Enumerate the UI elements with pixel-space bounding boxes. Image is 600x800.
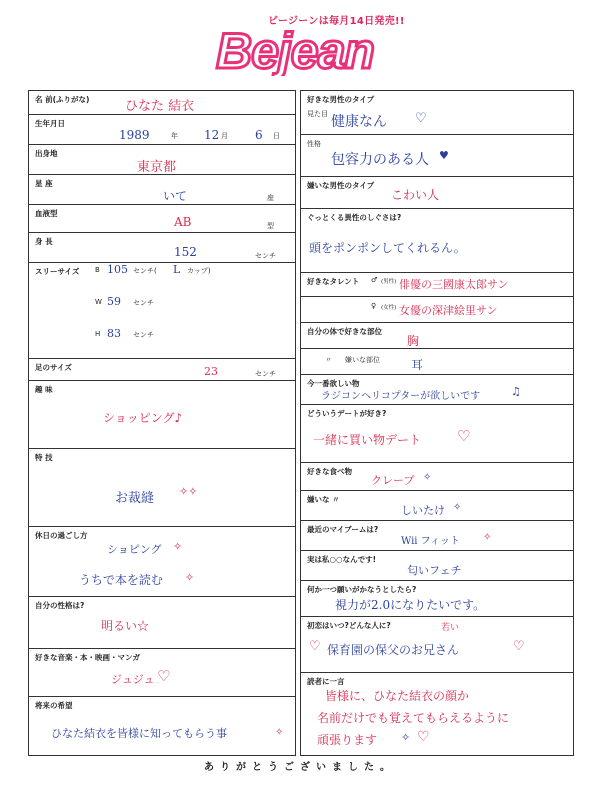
favorites-label: 好きな音楽・本・映画・マンガ <box>35 653 140 662</box>
food-dislike-row <box>301 491 573 521</box>
food-like-value: クレープ <box>371 474 415 487</box>
birth-year-value: 1989 <box>119 128 150 142</box>
message-line-1: 皆様に、ひなた結衣の顔か <box>325 689 470 703</box>
sparkle-icon: ✧✧ <box>179 485 198 498</box>
sparkle-icon: ✧ <box>275 727 284 738</box>
looks-value: 健康なん <box>331 114 387 130</box>
skill-label: 特 技 <box>35 453 53 462</box>
hobby-row <box>29 381 295 449</box>
holiday-value-2: うちで本を読む <box>79 573 163 587</box>
food-dislike-label: 嫌いな 〃 <box>307 495 340 504</box>
height-unit: センチ <box>255 252 276 260</box>
favorites-value: ジュジュ <box>111 673 155 686</box>
date-row <box>301 405 573 463</box>
bust-value: 105 <box>107 263 128 276</box>
wish-row <box>301 581 573 617</box>
food-like-row <box>301 463 573 491</box>
favorites-row <box>29 649 295 697</box>
body-like-row <box>301 323 573 349</box>
sparkle-icon: ✧ <box>423 472 432 483</box>
female-symbol: ♀ <box>371 302 377 310</box>
heart-icon: ♡ <box>513 639 525 654</box>
birthplace-row <box>29 145 295 175</box>
heart-icon: ♡ <box>415 111 427 126</box>
holiday-row <box>29 527 295 597</box>
foot-size-unit: センチ <box>255 370 276 378</box>
first-love-label: 初恋はいつ?どんな人に? <box>307 621 391 630</box>
right-profile-column <box>300 90 574 756</box>
foot-size-label: 足のサイズ <box>35 363 72 372</box>
month-unit: 月 <box>221 132 228 140</box>
waist-value: 59 <box>107 295 121 308</box>
food-like-label: 好きな食べ物 <box>307 467 352 476</box>
boom-value: Wii フィット <box>401 536 460 547</box>
zodiac-label: 星 座 <box>35 179 53 188</box>
heart-icon: ♡ <box>157 667 171 685</box>
hip-unit: センチ <box>133 331 154 339</box>
birthplace-label: 出身地 <box>35 149 58 158</box>
blood-unit: 型 <box>267 222 274 230</box>
name-label: 名 前(ふりがな) <box>35 95 90 104</box>
birthday-row <box>29 115 295 145</box>
blood-value: AB <box>174 215 192 229</box>
tagline: ビージーンは毎月14日発売!! <box>268 16 405 27</box>
logo-graphic <box>212 22 388 76</box>
left-profile-column <box>28 90 296 756</box>
boom-label: 最近のマイブームは? <box>307 525 379 534</box>
favorite-type-label: 好きな男性のタイプ <box>307 95 375 104</box>
female-talent-value: 女優の深津絵里サン <box>399 304 498 317</box>
first-love-value: 保育園の保父のお兄さん <box>327 643 460 657</box>
hip-value: 83 <box>107 327 121 340</box>
skill-value: お裁縫 <box>115 491 155 506</box>
personality-type-row <box>301 135 573 177</box>
message-label: 読者に一言 <box>307 677 345 686</box>
secret-row <box>301 551 573 581</box>
dislike-type-value: こわい人 <box>391 188 440 202</box>
want-value: ラジコンヘリコプターが欲しいです <box>321 391 481 402</box>
height-row <box>29 233 295 263</box>
date-label: どういうデートが好き? <box>307 409 387 418</box>
year-unit: 年 <box>171 132 178 140</box>
day-unit: 日 <box>273 132 280 140</box>
dream-label: 将来の希望 <box>35 701 73 710</box>
female-note: (女性) <box>381 305 397 311</box>
zodiac-value: いて <box>163 189 188 203</box>
wish-value: 視力が2.0になりたいです。 <box>335 598 486 612</box>
first-love-row <box>301 617 573 673</box>
hobby-value: ショッピング♪ <box>103 411 183 425</box>
dream-value: ひなた結衣を皆様に知ってもらう事 <box>51 727 227 740</box>
talent-female-row <box>301 297 573 323</box>
bust-prefix: B <box>95 266 100 274</box>
heart-icon: ♡ <box>417 729 430 745</box>
personality-value: 明るい☆ <box>101 619 150 633</box>
thank-you-footer: ありがとうございました。 <box>204 762 396 773</box>
message-row <box>301 673 573 757</box>
personality-type-label: 性格 <box>307 140 321 148</box>
sparkle-icon: ✧ <box>483 532 492 543</box>
cup-unit: カップ) <box>187 267 211 275</box>
birthday-label: 生年月日 <box>35 119 65 128</box>
body-dislike-value: 耳 <box>411 358 424 372</box>
food-dislike-value: しいたけ <box>401 504 445 517</box>
want-label: 今一番欲しい物 <box>307 379 360 388</box>
body-like-label: 自分の体で好きな部位 <box>307 327 382 336</box>
waist-unit: センチ <box>133 299 154 307</box>
dislike-type-row <box>301 177 573 209</box>
waist-prefix: W <box>95 298 102 306</box>
zodiac-unit: 座 <box>267 194 274 202</box>
blood-label: 血液型 <box>35 209 58 218</box>
logo-text: Bejean <box>216 23 374 76</box>
sparkle-icon: ♥ <box>439 149 449 162</box>
body-like-value: 胸 <box>407 334 420 348</box>
music-note-icon: ♫ <box>511 385 521 398</box>
sparkle-icon: ✧ <box>185 571 195 584</box>
want-row <box>301 375 573 405</box>
looks-label: 見た目 <box>307 110 328 118</box>
foot-size-row <box>29 359 295 381</box>
three-sizes-label: スリーサイズ <box>35 267 80 276</box>
sparkle-icon: ✧ <box>453 502 462 513</box>
wish-label: 何か一つ願いがかなうとしたら? <box>307 585 417 594</box>
looks-row <box>301 91 573 135</box>
favorite-talent-label: 好きなタレント <box>307 277 360 286</box>
talent-male-row <box>301 273 573 297</box>
heart-icon: ♡ <box>457 427 471 445</box>
birth-month-value: 12 <box>204 128 220 142</box>
personality-row <box>29 597 295 649</box>
message-line-2: 名前だけでも覚えてもらえるように <box>317 711 510 725</box>
body-dislike-row <box>301 349 573 375</box>
personality-label: 自分の性格は? <box>35 601 85 610</box>
date-value: 一緒に買い物デート <box>313 433 422 447</box>
blood-row <box>29 205 295 233</box>
dream-row <box>29 697 295 757</box>
male-note: (男性) <box>381 279 397 285</box>
name-value: ひなた 結衣 <box>125 99 195 114</box>
height-value: 152 <box>174 245 197 259</box>
birthplace-value: 東京都 <box>137 160 177 175</box>
dislike-type-label: 嫌いな男性のタイプ <box>307 181 375 190</box>
cup-value: L <box>173 263 181 276</box>
first-love-note: 若い <box>441 623 460 633</box>
skill-row <box>29 449 295 527</box>
sparkle-icon: ✧ <box>173 540 183 553</box>
three-sizes-row <box>29 263 295 359</box>
gesture-value: 頭をポンポンしてくれるん。 <box>309 241 466 255</box>
bejean-logo <box>212 22 388 76</box>
gesture-label: ぐっとくる異性のしぐさは? <box>307 213 402 222</box>
personality-type-value: 包容力のある人 <box>331 152 429 168</box>
birth-day-value: 6 <box>255 128 263 142</box>
male-talent-value: 俳優の三國康太郎サン <box>399 278 509 291</box>
holiday-value-1: ショピング <box>107 543 162 556</box>
gesture-row <box>301 209 573 273</box>
body-dislike-label: 嫌いな部位 <box>345 356 380 364</box>
secret-value: 匂いフェチ <box>407 564 462 577</box>
hobby-label: 趣 味 <box>35 385 53 394</box>
header <box>0 0 600 86</box>
boom-row <box>301 521 573 551</box>
bust-unit: センチ( <box>133 267 157 275</box>
zodiac-row <box>29 175 295 205</box>
foot-size-value: 23 <box>204 365 218 378</box>
heart-icon: ♡ <box>309 639 321 654</box>
holiday-label: 休日の過ごし方 <box>35 531 88 540</box>
message-line-3: 頑張ります <box>317 733 378 747</box>
name-row <box>29 91 295 115</box>
ditto-mark: 〃 <box>325 356 332 364</box>
secret-label: 実は私○○なんです! <box>307 555 377 564</box>
sparkle-icon: ✧ <box>401 731 411 744</box>
hip-prefix: H <box>95 330 101 338</box>
male-symbol: ♂ <box>371 276 378 284</box>
height-label: 身 長 <box>35 237 53 246</box>
